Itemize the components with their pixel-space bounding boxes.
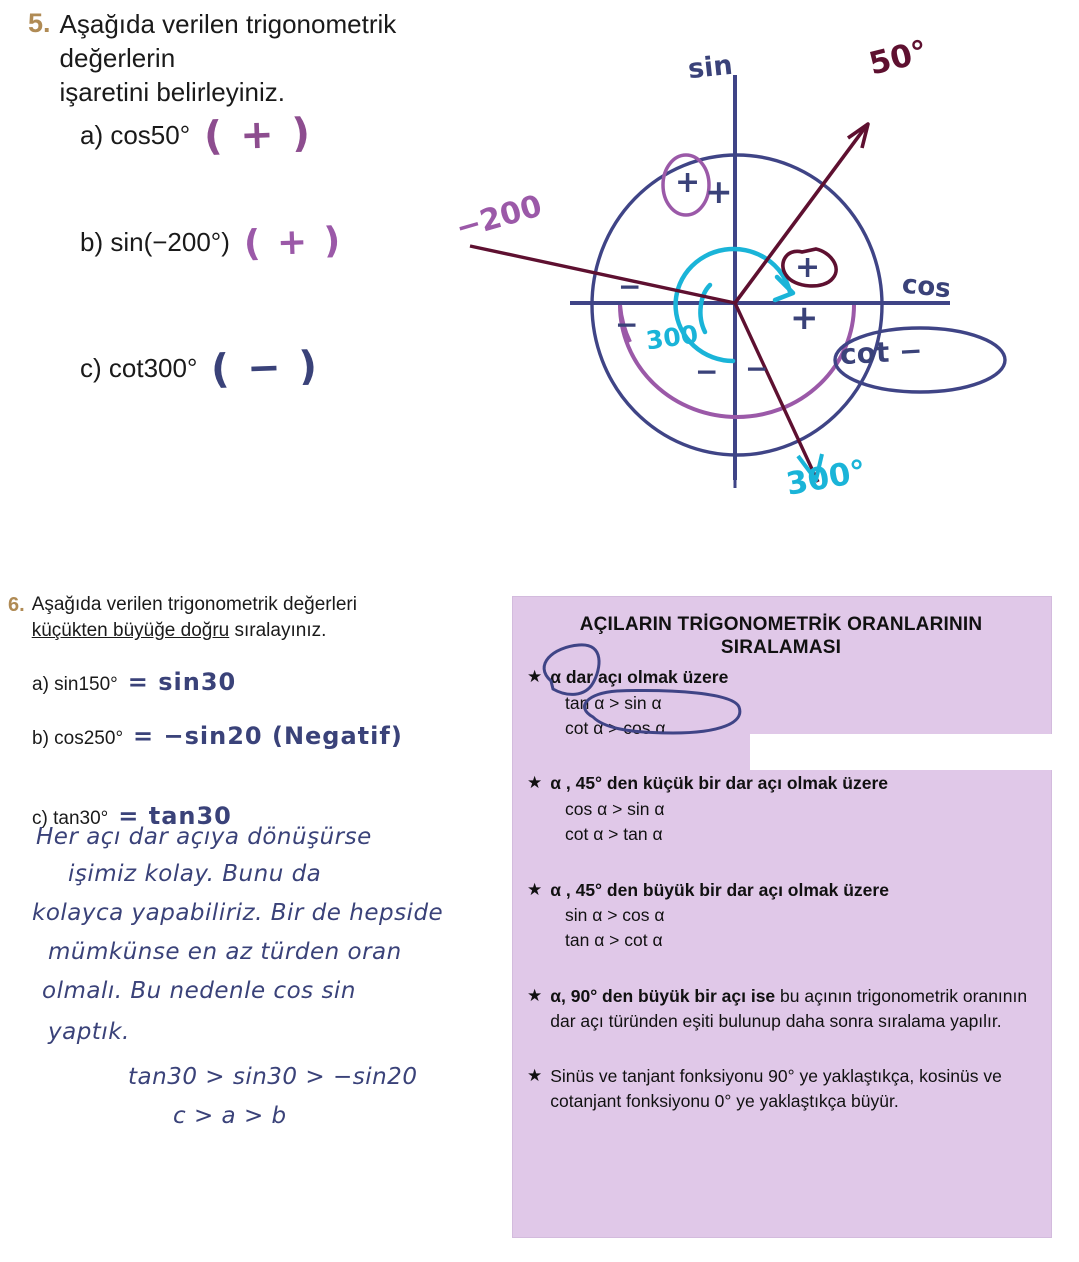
- q5-item-c-label: c) cot300°: [80, 352, 198, 383]
- unit-circle-diagram: [450, 20, 1070, 540]
- axis-label-sin: sin: [686, 49, 735, 86]
- star-icon: ★: [527, 773, 543, 793]
- q5-item-a-answer: ( + ): [203, 110, 313, 160]
- star-icon: ★: [527, 985, 543, 1005]
- unit-circle-svg: [450, 20, 1070, 540]
- q4-plus-sign: +: [790, 298, 819, 338]
- handwritten-line-4: mümkünse en az türden oran: [48, 939, 402, 965]
- infobox-block-2: [527, 771, 1035, 847]
- infobox-title: [527, 613, 1035, 659]
- question-5-number: 5.: [28, 8, 51, 38]
- question-6-prompt-underlined: küçükten büyüğe doğru: [31, 620, 230, 642]
- q2-minus-sign: −: [618, 270, 642, 303]
- annotation-cot-negative: cot −: [839, 333, 924, 372]
- handwritten-line-2: işimiz kolay. Bunu da: [68, 861, 322, 887]
- q5-item-c-answer: ( − ): [210, 343, 321, 393]
- question-5-item-a: [80, 112, 312, 158]
- q5-item-a-label: a) cos50°: [80, 119, 191, 150]
- question-5-block: [28, 8, 498, 109]
- question-5-prompt-line1: Aşağıda verilen trigonometrik değerlerin: [59, 9, 397, 73]
- q6-item-c-work: = tan30: [118, 802, 232, 830]
- annotation-300-inner: 300: [644, 319, 700, 356]
- infobox-block-1-line-2: cot α > cos α: [565, 718, 666, 739]
- handwritten-line-5: olmalı. Bu nedenle cos sin: [42, 978, 356, 1004]
- handwritten-line-6: yaptık.: [48, 1019, 130, 1045]
- q4-minus-sign: −: [745, 352, 769, 385]
- infobox-block-3-line-1: sin α > cos α: [565, 904, 665, 925]
- cyan-arc-left: [700, 285, 710, 332]
- infobox-block-4-paragraph: bu açının trigonometrik oranının dar açı türünden eşiti bulunup daha sonra sıralama yapılır.: [550, 985, 1028, 1031]
- handwritten-line-1: Her açı dar açıya dönüşürse: [36, 824, 372, 850]
- infobox-block-4: [527, 984, 1035, 1034]
- star-icon: ★: [527, 667, 543, 687]
- q6-item-c-label: c) tan30°: [32, 808, 109, 829]
- infobox-block-5-paragraph: Sinüs ve tanjant fonksiyonu 90° ye yaklaştıkça, kosinüs ve cotanjant fonksiyonu 0° ye yaklaştıkça büyür.: [550, 1066, 1002, 1112]
- question-6-prompt: [8, 592, 488, 644]
- question-6-number: 6.: [8, 594, 25, 616]
- infobox-block-3-line-2: tan α > cot α: [565, 930, 663, 951]
- annotation-minus-200-degrees: −200: [451, 188, 546, 247]
- infobox-block-4-heading: α, 90° den büyük bir açı ise: [550, 985, 776, 1006]
- q6-item-b-label: b) cos250°: [32, 728, 124, 749]
- infobox-block-3: [527, 878, 1035, 954]
- q6-item-a-label: a) sin150°: [32, 674, 118, 695]
- question-5-item-b: [80, 222, 342, 263]
- infobox-title-line2: SIRALAMASI: [720, 637, 842, 659]
- infobox-block-3-heading: α , 45° den büyük bir dar açı olmak üzere: [550, 879, 889, 900]
- q5-item-b-label: b) sin(−200°): [80, 227, 230, 257]
- infobox-block-2-heading: α , 45° den küçük bir dar açı olmak üzere: [550, 773, 888, 794]
- q2-circled-plus: +: [675, 165, 701, 200]
- question-5-item-c: [80, 345, 319, 391]
- question-5-prompt-line2: işaretini belirleyiniz.: [59, 76, 285, 107]
- q2-plus-sign: +: [705, 172, 733, 211]
- question-5-prompt: [28, 8, 498, 109]
- spacer-2: [527, 854, 1035, 878]
- q6-item-a-work: = sin30: [127, 668, 237, 696]
- handwritten-line-3: kolayca yapabiliriz. Bir de hepside: [32, 900, 444, 926]
- handwritten-result-2: c > a > b: [173, 1103, 287, 1129]
- axis-label-cos: cos: [900, 269, 953, 305]
- q5-item-b-answer: ( + ): [243, 220, 343, 265]
- spacer-4: [527, 1040, 1035, 1064]
- infobox-block-2-line-1: cos α > sin α: [565, 798, 665, 819]
- spacer-3: [527, 960, 1035, 984]
- q1-circled-plus: +: [795, 250, 821, 285]
- q6-item-b-work: = −sin20 (Negatif): [133, 722, 403, 750]
- star-icon: ★: [527, 879, 543, 899]
- infobox-block-2-line-2: cot α > tan α: [565, 824, 663, 845]
- star-icon: ★: [527, 1066, 543, 1086]
- question-6-handwritten-note: [28, 826, 478, 1128]
- infobox-title-line1: AÇILARIN TRİGONOMETRİK ORANLARININ: [579, 614, 983, 635]
- question-6-block: [8, 592, 488, 644]
- question-6-prompt-part1: Aşağıda verilen trigonometrik değerleri: [31, 594, 357, 615]
- handwritten-result-1: tan30 > sin30 > −sin20: [128, 1064, 418, 1090]
- infobox-block-1: [527, 665, 1035, 741]
- question-6-item-a: [32, 668, 236, 696]
- q3-minus-sign-b: −: [695, 355, 719, 388]
- infobox-block-1-heading: α dar açı olmak üzere: [550, 667, 729, 688]
- infobox-block-1-line-1: tan α > sin α: [565, 692, 662, 713]
- ray-minus-200-degrees: [470, 246, 735, 303]
- question-6-prompt-part2: sıralayınız.: [229, 620, 327, 642]
- infobox-block-5: [527, 1064, 1035, 1114]
- white-overlay-patch: [750, 734, 1052, 770]
- annotation-300-degrees: 300°: [783, 453, 869, 503]
- annotation-50-degrees: 50°: [865, 33, 932, 83]
- trig-ratio-ordering-infobox: [512, 596, 1052, 1238]
- q3-minus-sign-a: −: [615, 308, 639, 341]
- question-6-item-b: [32, 722, 403, 750]
